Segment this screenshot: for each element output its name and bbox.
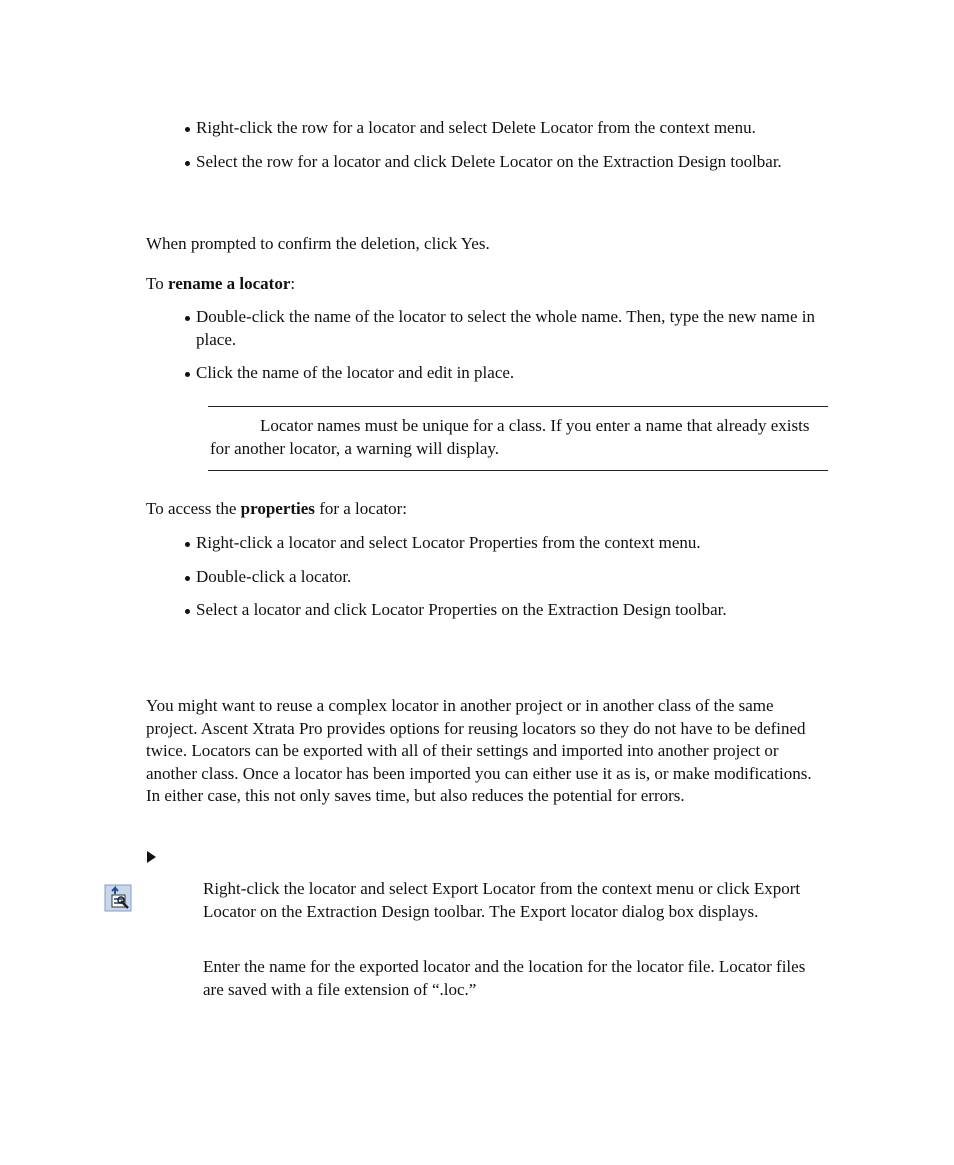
confirm-deletion-text: When prompted to confirm the deletion, click Yes. bbox=[146, 234, 490, 253]
bullet-icon bbox=[185, 609, 190, 614]
bullet-icon bbox=[185, 127, 190, 132]
note-text: Locator names must be unique for a class. If you enter a name that already exists for another locator, a warning will display. bbox=[210, 416, 810, 458]
step-1-text: Right-click the locator and select Export Locator from the context menu or click Export Locator on the Extraction Design toolbar. The Export locator dialog box displays. bbox=[203, 879, 801, 921]
bullet-icon bbox=[185, 372, 190, 377]
properties-bullet-list bbox=[146, 532, 846, 622]
bullet-icon bbox=[185, 542, 190, 547]
rename-bullet-list bbox=[146, 306, 836, 385]
list-item bbox=[146, 117, 826, 140]
list-item-text: Select the row for a locator and click Delete Locator on the Extraction Design toolbar. bbox=[196, 151, 782, 171]
properties-heading: To access the properties for a locator: bbox=[146, 499, 407, 518]
delete-bullet-list bbox=[146, 117, 826, 173]
reuse-paragraph: You might want to reuse a complex locator in another project or in another class of the same project. Ascent Xtrata Pro provides options for reusing locators so they do not have to be defined twice. Locators can be exported with all of their settings and imported into another project or another class. Once a locator has been imported you can either use it as is, or make modifications. In either case, this not only saves time, but also reduces the potential for errors. bbox=[146, 696, 812, 805]
list-item bbox=[146, 532, 846, 555]
list-item-text: Right-click the row for a locator and select Delete Locator from the context menu. bbox=[196, 118, 756, 137]
export-locator-icon bbox=[104, 884, 132, 912]
list-item bbox=[146, 151, 826, 174]
triangle-right-icon bbox=[147, 851, 156, 863]
list-item-text: Double-click a locator. bbox=[196, 566, 352, 586]
list-item-text: Double-click the name of the locator to select the whole name. Then, type the new name in place. bbox=[196, 307, 816, 349]
list-item bbox=[146, 599, 846, 622]
list-item-text: Right-click a locator and select Locator Properties from the context menu. bbox=[196, 533, 701, 552]
bullet-icon bbox=[185, 161, 190, 166]
bullet-icon bbox=[185, 316, 190, 321]
list-item bbox=[146, 566, 846, 589]
note-box bbox=[208, 406, 828, 471]
bullet-icon bbox=[185, 576, 190, 581]
step-2-text: Enter the name for the exported locator and the location for the locator file. Locator files are saved with a file extension of “.loc.” bbox=[203, 957, 806, 999]
list-item bbox=[146, 306, 836, 351]
list-item bbox=[146, 362, 836, 385]
list-item-text: Select a locator and click Locator Properties on the Extraction Design toolbar. bbox=[196, 600, 727, 619]
list-item-text: Click the name of the locator and edit in place. bbox=[196, 363, 515, 382]
rename-heading: To rename a locator: bbox=[146, 274, 296, 293]
